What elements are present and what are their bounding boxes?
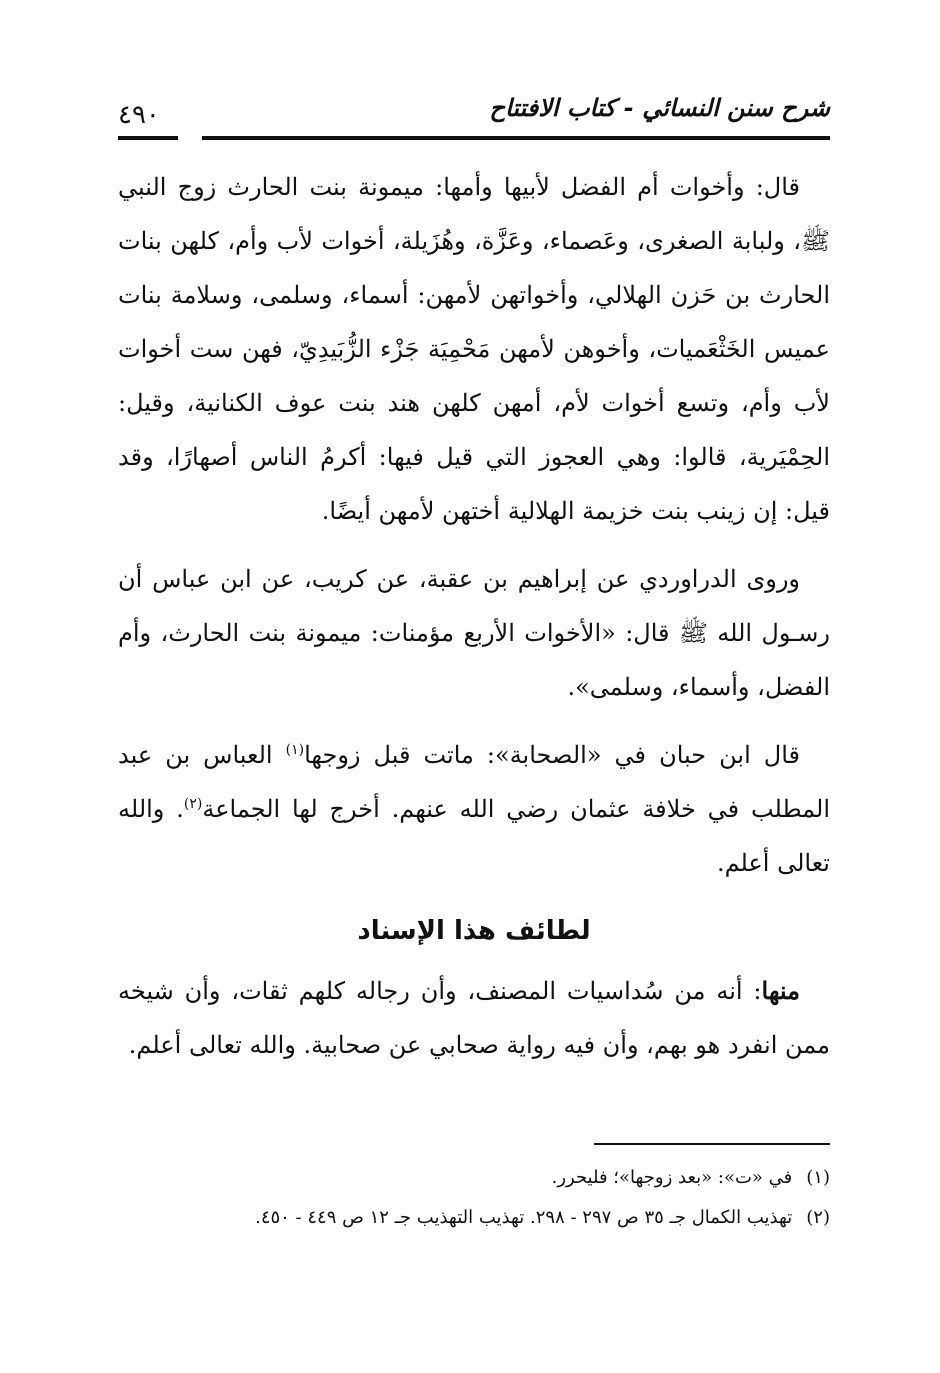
paragraph-4-text: : أنه من سُداسيات المصنف، وأن رجاله كلهم ثقات، وأن شيخه ممن انفرد هو بهم، وأن فيه رواية صحابي عن صحابية. والله تعالى أعلم. xyxy=(118,977,830,1059)
footnote-2-number: (٢) xyxy=(806,1207,830,1228)
running-title: شرح سنن النسائي - كتاب الافتتاح xyxy=(489,94,830,122)
paragraph-4-lead: منها xyxy=(761,976,800,1005)
footnote-2-text: تهذيب الكمال جـ ٣٥ ص ٢٩٧ - ٢٩٨. تهذيب التهذيب جـ ١٢ ص ٤٤٩ - ٤٥٠. xyxy=(255,1207,793,1228)
header-rule-gap xyxy=(178,132,202,144)
paragraph-3-part-3: . والله تعالى أعلم. xyxy=(118,795,830,877)
footnote-ref-1[interactable]: (١) xyxy=(285,742,305,758)
page-header xyxy=(118,92,830,142)
paragraph-1: قال: وأخوات أم الفضل لأبيها وأمها: ميمونة بنت الحارث زوج النبي ﷺ، ولبابة الصغرى، وعَصماء، وعَزَّة، وهُزَيلة، أخوات لأب وأم، كلهن بنات الحارث بن حَزن الهلالي، وأخواتهن لأمهن: أسماء، وسلمى، وسلامة بنات عميس الخَثْعَميات، وأخوهن لأمهن مَحْمِيَة جَزْء الزُّبَيدِيّ، فهن ست أخوات لأب وأم، وتسع أخوات لأم، أمهن كلهن هند بنت عوف الكنانية، وقيل: الحِمْيَرية، قالوا: وهي العجوز التي قيل فيها: أكرمُ الناس أصهارًا، وقد قيل: إن زينب بنت خزيمة الهلالية أختهن لأمهن أيضًا. xyxy=(118,173,830,525)
footnotes xyxy=(118,1158,830,1238)
footnote-rule xyxy=(594,1143,830,1145)
page-number: ٤٩٠ xyxy=(118,100,160,130)
footnote-1-number: (١) xyxy=(806,1167,830,1188)
paragraph-3 xyxy=(118,728,830,890)
footnote-1-text: في «ت»: «بعد زوجها»؛ فليحرر. xyxy=(551,1167,793,1188)
section-heading: لطائف هذا الإسناد xyxy=(357,916,591,946)
footnote-1 xyxy=(118,1158,830,1198)
footnote-ref-2[interactable]: (٢) xyxy=(183,796,203,812)
paragraph-3-part-2: العباس بن عبد المطلب في خلافة عثمان رضي الله عنهم. أخرج لها الجماعة xyxy=(118,741,831,823)
paragraph-3-part-1: قال ابن حبان في «الصحابة»: ماتت قبل زوجها xyxy=(304,741,801,769)
header-rule xyxy=(118,136,830,140)
footnote-2 xyxy=(118,1198,830,1238)
paragraph-4 xyxy=(118,964,830,1072)
paragraph-2: وروى الدراوردي عن إبراهيم بن عقبة، عن كريب، عن ابن عباس أن رسـول الله ﷺ قال: «الأخوات الأربع مؤمنات: ميمونة بنت الحارث، وأم الفضل، وأسماء، وسلمى». xyxy=(118,565,830,701)
main-text xyxy=(118,160,830,1086)
